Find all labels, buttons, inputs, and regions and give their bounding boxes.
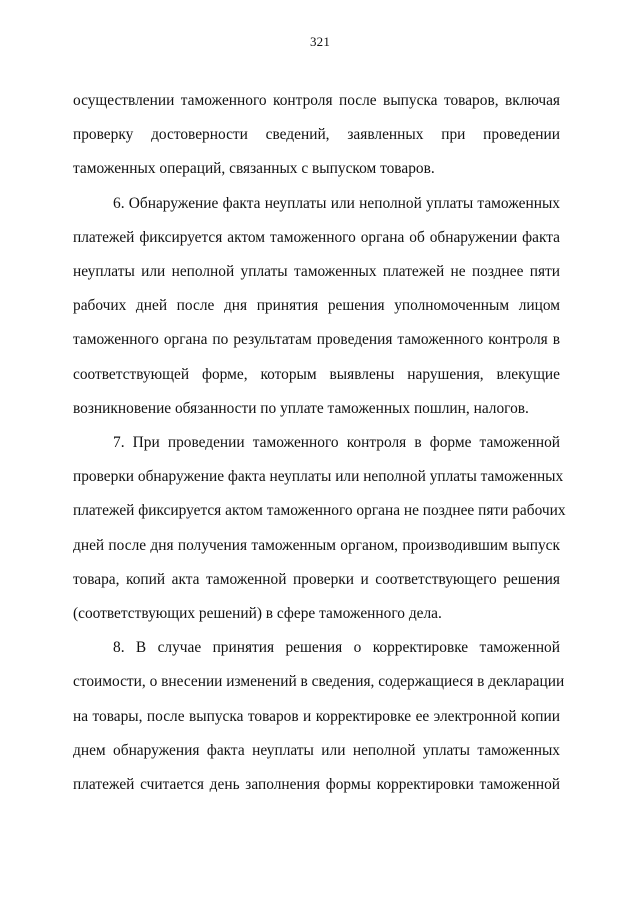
text-line: проверку достоверности сведений, заявленных при проведении [73,126,560,144]
text-line: стоимости, о внесении изменений в сведения, содержащиеся в декларации [73,673,565,691]
text-line: днем обнаружения факта неуплаты или неполной уплаты таможенных [73,741,560,759]
text-line: неуплаты или неполной уплаты таможенных платежей не позднее пяти [73,263,560,281]
text-line: (соответствующих решений) в сфере таможенного дела. [73,605,442,623]
paragraph-7 [73,426,566,631]
text-line: на товары, после выпуска товаров и корректировке ее электронной копии [73,707,560,725]
page-number: 321 [309,34,331,49]
text-line: 7. При проведении таможенного контроля в форме таможенной [113,434,560,452]
paragraph-8 [73,631,565,802]
text-line: платежей фиксируется актом таможенного органа об обнаружении факта [73,228,560,246]
paragraph-6 [73,187,560,426]
text-line: осуществлении таможенного контроля после выпуска товаров, включая [73,92,560,109]
text-line: платежей фиксируется актом таможенного органа не позднее пяти рабочих [73,502,566,520]
text-line: 8. В случае принятия решения о корректировке таможенной [113,639,560,657]
text-line: таможенных операций, связанных с выпуском товаров. [73,160,435,178]
text-line: дней после дня получения таможенным органом, производившим выпуск [73,536,560,554]
text-line: 6. Обнаружение факта неуплаты или неполной уплаты таможенных [113,194,560,212]
text-line: рабочих дней после дня принятия решения уполномоченным лицом [73,297,560,315]
text-line: проверки обнаружение факта неуплаты или неполной уплаты таможенных [73,468,564,486]
text-line: возникновение обязанности по уплате таможенных пошлин, налогов. [73,399,529,417]
document-body [73,84,566,802]
text-line: соответствующей форме, которым выявлены нарушения, влекущие [73,365,560,383]
continuation-paragraph [73,84,560,187]
text-line: таможенного органа по результатам проведения таможенного контроля в [73,331,560,349]
text-line: товара, копий акта таможенной проверки и соответствующего решения [73,570,560,588]
text-line: платежей считается день заполнения формы корректировки таможенной [73,776,560,794]
